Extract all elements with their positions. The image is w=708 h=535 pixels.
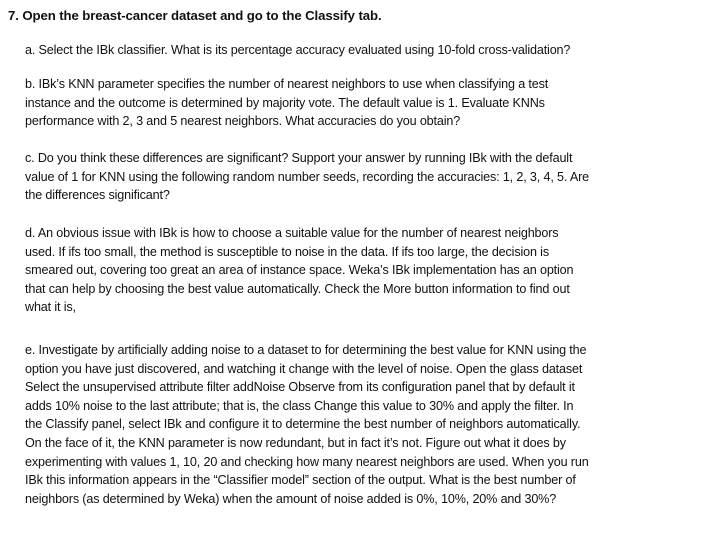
question-b-line: b. IBk’s KNN parameter specifies the number of nearest neighbors to use when classifying a test <box>25 77 549 91</box>
question-c-line: value of 1 for KNN using the following random number seeds, recording the accuracies: 1, 2, 3, 4, 5. Are <box>25 169 590 184</box>
question-d-line: that can help by choosing the best value automatically. Check the More button information to find out <box>25 281 570 296</box>
question-c <box>25 149 589 205</box>
question-e-line: neighbors (as determined by Weka) when the amount of noise added is 0%, 10%, 20% and 30%? <box>25 491 557 506</box>
question-e-line: On the face of it, the KNN parameter is now redundant, but in fact it’s not. Figure out what it does by <box>25 435 566 450</box>
question-d-line: what it is, <box>25 300 76 315</box>
question-a <box>25 41 570 60</box>
question-d-line: smeared out, covering too great an area of instance space. Weka’s IBk implementation has an option <box>25 263 574 278</box>
question-b-line: performance with 2, 3 and 5 nearest neighbors. What accuracies do you obtain? <box>25 114 461 129</box>
question-e-line: the Classify panel, select IBk and configure it to determine the best number of neighbors automatically. <box>25 417 581 432</box>
question-e-line: option you have just discovered, and watching it change with the level of noise. Open the glass dataset <box>25 361 583 376</box>
question-e-line: experimenting with values 1, 10, 20 and checking how many nearest neighbors are used. When you run <box>25 454 589 469</box>
question-a-line: a. Select the IBk classifier. What is its percentage accuracy evaluated using 10-fold cross-validation? <box>25 43 571 57</box>
question-c-line: the differences significant? <box>25 188 170 203</box>
question-d-line: used. If ifs too small, the method is susceptible to noise in the data. If ifs too large, the decision is <box>25 244 549 259</box>
question-e-line: e. Investigate by artificially adding noise to a dataset to for determining the best value for KNN using the <box>25 343 587 357</box>
question-d-line: d. An obvious issue with IBk is how to choose a suitable value for the number of nearest neighbors <box>25 226 559 240</box>
exercise-title: 7. Open the breast-cancer dataset and go to the Classify tab. <box>8 8 382 23</box>
question-b-line: instance and the outcome is determined by majority vote. The default value is 1. Evaluate KNNs <box>25 95 545 110</box>
question-e <box>25 341 589 508</box>
question-e-line: Select the unsupervised attribute filter addNoise Observe from its configuration panel that by default it <box>25 380 575 395</box>
question-e-line: IBk this information appears in the “Classifier model” section of the output. What is the best number of <box>25 473 576 488</box>
question-b <box>25 75 548 131</box>
question-d <box>25 224 573 317</box>
question-e-line: adds 10% noise to the last attribute; that is, the class Change this value to 30% and apply the filter. In <box>25 398 574 413</box>
question-c-line: c. Do you think these differences are significant? Support your answer by running IBk with the default <box>25 151 573 165</box>
